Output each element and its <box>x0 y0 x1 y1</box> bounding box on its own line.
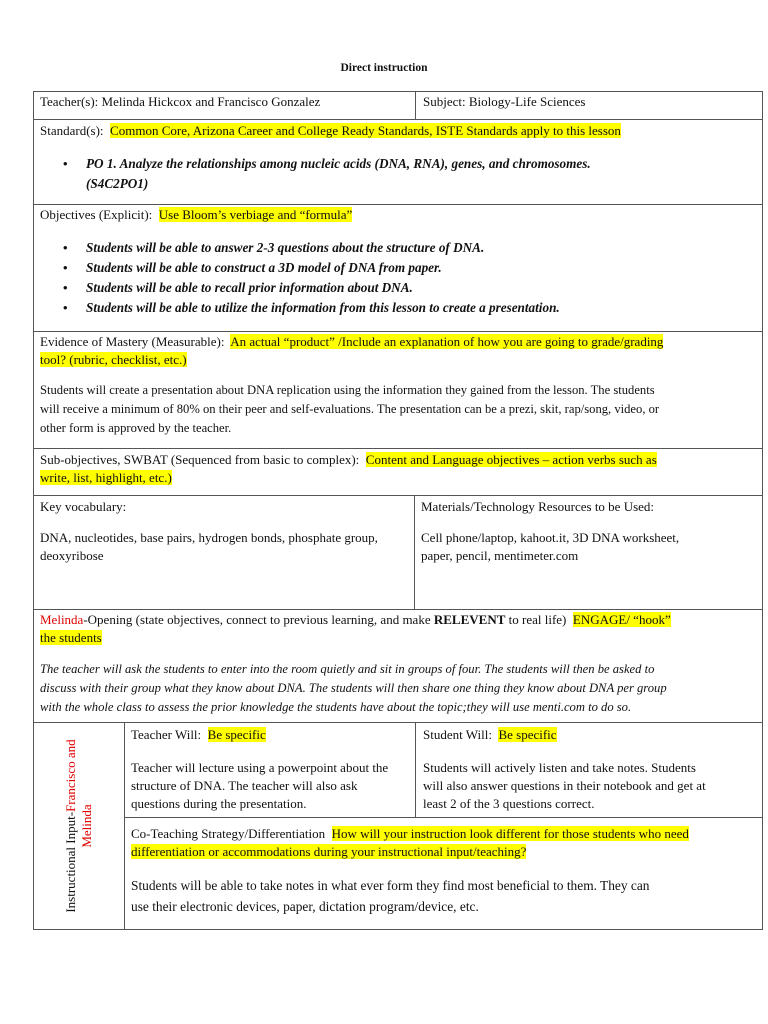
objectives-label: Objectives (Explicit): <box>40 207 153 222</box>
evidence-note-cont: tool? (rubric, checklist, etc.) <box>40 352 187 367</box>
objective-item: • Students will be able to construct a 3D model of DNA from paper. <box>34 258 754 278</box>
evidence-label-block <box>40 333 755 369</box>
teachers-cell: Teacher(s): Melinda Hickcox and Francisco Gonzalez <box>40 94 321 109</box>
opening-note: ENGAGE/ “hook” <box>572 612 671 627</box>
opening-note-cont: the students <box>40 630 102 645</box>
student-will-body: Students will actively listen and take notes. Students will also answer questions in their notebook and get at least 2 of the 3 questions correct. <box>423 760 706 811</box>
opening-teacher-name: Melinda <box>40 612 84 627</box>
student-will-label-line <box>423 726 557 744</box>
objective-item: • Students will be able to utilize the information from this lesson to create a presentation. <box>34 298 754 318</box>
standards-list <box>34 154 734 194</box>
teacher-subject-row <box>33 91 763 120</box>
vocabulary-label: Key vocabulary: <box>40 499 127 514</box>
subobjectives-row <box>33 448 763 496</box>
teacher-will-label-line <box>131 726 266 744</box>
opening-label-bold: RELEVENT <box>433 612 506 627</box>
objectives-note: Use Bloom’s verbiage and “formula” <box>158 207 353 222</box>
coteach-label: Co-Teaching Strategy/Differentiation <box>131 826 326 841</box>
opening-label: -Opening (state objectives, connect to previous learning, and make <box>83 612 434 627</box>
student-will-note: Be specific <box>498 727 557 742</box>
subobjectives-note-cont: write, list, highlight, etc.) <box>40 470 172 485</box>
evidence-row <box>33 331 763 449</box>
coteach-body: Students will be able to take notes in what ever form they find most beneficial to them. They can use their electronic devices, paper, dictation program/device, etc. <box>131 878 650 914</box>
standards-row <box>33 119 763 205</box>
objectives-row <box>33 204 763 332</box>
objectives-label-line <box>40 206 352 224</box>
evidence-label: Evidence of Mastery (Measurable): <box>40 334 225 349</box>
standards-label-line <box>40 122 621 140</box>
vocabulary-materials-row <box>33 495 763 610</box>
instructional-side-label: Instructional Input-Francisco and Melinda <box>63 739 94 913</box>
student-will-label: Student Will: <box>423 727 492 742</box>
vocabulary-body: DNA, nucleotides, base pairs, hydrogen bonds, phosphate group, deoxyribose <box>40 530 378 563</box>
instructional-row <box>33 722 763 930</box>
objective-item: • Students will be able to answer 2-3 questions about the structure of DNA. <box>34 238 754 258</box>
teacher-will-note: Be specific <box>207 727 266 742</box>
opening-label-block: Melinda-Opening (state objectives, connect to previous learning, and make RELEVENT to real life) ENGAGE/ “hook” the students <box>40 612 671 645</box>
evidence-body: Students will create a presentation about DNA replication using the information they gained from the lesson. The students will receive a minimum of 80% on their peer and self-evaluations. The presentation can be a prezi, skit, rap/song, video, or other form is approved by the teacher. <box>40 383 660 435</box>
subject-cell: Subject: Biology-Life Sciences <box>423 94 586 109</box>
standards-note: Common Core, Arizona Career and College Ready Standards, ISTE Standards apply to this lesson <box>110 123 621 138</box>
standards-label: Standard(s): <box>40 123 104 138</box>
evidence-note: An actual “product” /Include an explanation of how you are going to grade/grading <box>230 334 664 349</box>
standards-item: • PO 1. Analyze the relationships among nucleic acids (DNA, RNA), genes, and chromosomes. (S4C2PO1) <box>34 154 734 194</box>
teacher-will-body: Teacher will lecture using a powerpoint about the structure of DNA. The teacher will also ask questions during the presentation. <box>131 760 389 811</box>
coteach-label-block <box>131 825 756 861</box>
subobjectives-label-block <box>40 451 755 487</box>
opening-row <box>33 609 763 723</box>
objective-item: • Students will be able to recall prior information about DNA. <box>34 278 754 298</box>
subobjectives-note: Content and Language objectives – action verbs such as <box>365 452 657 467</box>
teacher-will-label: Teacher Will: <box>131 727 202 742</box>
materials-body: Cell phone/laptop, kahoot.it, 3D DNA worksheet, paper, pencil, mentimeter.com <box>421 530 680 563</box>
document-title: Direct instruction <box>340 62 428 74</box>
coteach-note-cont: differentiation or accommodations during your instructional input/teaching? <box>131 844 527 859</box>
materials-label: Materials/Technology Resources to be Used: <box>421 499 655 514</box>
coteach-note: How will your instruction look different for those students who need <box>331 826 689 841</box>
subobjectives-label: Sub-objectives, SWBAT (Sequenced from basic to complex): <box>40 452 360 467</box>
opening-body: The teacher will ask the students to enter into the room quietly and sit in groups of four. The students will then be asked to discuss with their group what they know about DNA. The students will then share one thing they know about DNA per group with the whole class to assess the prior knowledge the students have about the topic;they will use menti.com to do so. <box>40 662 667 714</box>
objectives-list <box>34 238 754 318</box>
